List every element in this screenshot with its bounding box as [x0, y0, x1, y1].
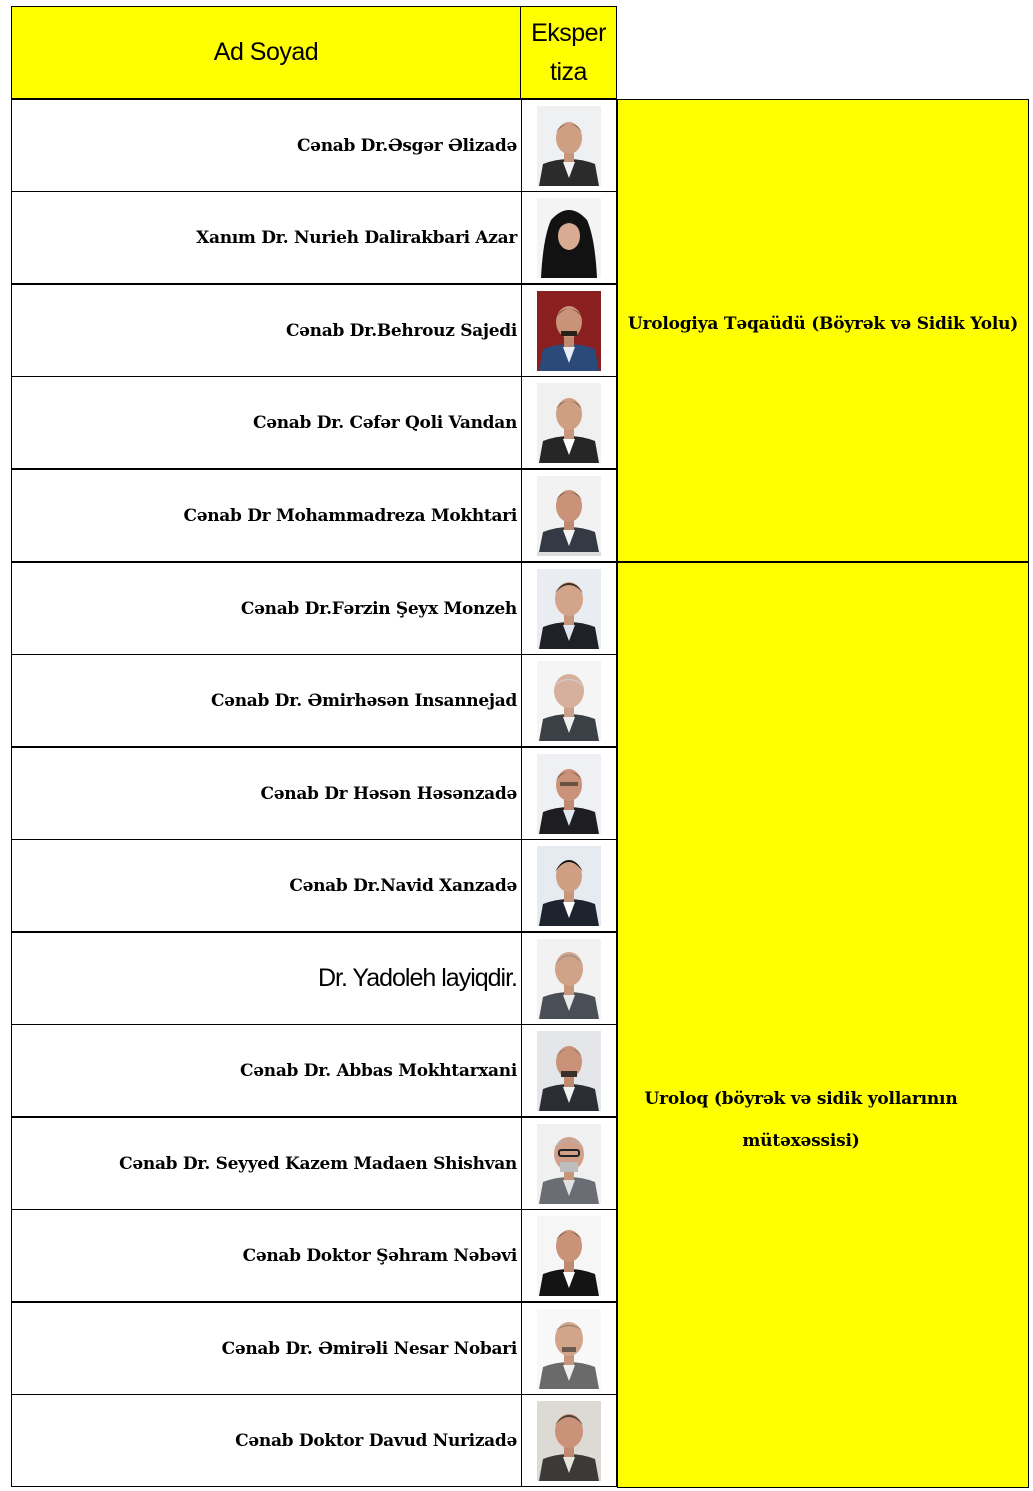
doctor-name: Cənab Doktor Davud Nurizadə [235, 1430, 517, 1451]
header-name-column [11, 6, 521, 99]
doctor-portrait [537, 106, 601, 186]
doctor-name: Xanım Dr. Nurieh Dalirakbari Azar [196, 227, 517, 248]
doctor-portrait [537, 661, 601, 741]
photo-cell [521, 192, 616, 283]
table-row [11, 654, 617, 747]
doctor-portrait [537, 383, 601, 463]
expertise-label: Uroloq (böyrək və sidik yollarının mütəxəssisi) [644, 1089, 958, 1151]
photo-cell [521, 840, 616, 931]
table-row [11, 932, 617, 1025]
doctor-name: Cənab Dr.Navid Xanzadə [289, 875, 517, 896]
doctor-portrait [537, 1309, 601, 1389]
doctor-name: Cənab Doktor Şəhram Nəbəvi [242, 1245, 517, 1266]
doctor-name: Cənab Dr. Seyyed Kazem Madaen Shishvan [119, 1153, 517, 1174]
table-row [11, 99, 617, 192]
table-row [11, 747, 617, 840]
doctor-name: Cənab Dr. Cəfər Qoli Vandan [253, 412, 517, 433]
doctor-portrait [537, 569, 601, 649]
table-row [11, 1117, 617, 1210]
photo-cell [521, 470, 616, 561]
doctor-name: Cənab Dr Mohammadreza Mokhtari [183, 505, 517, 526]
doctor-name: Cənab Dr. Əmirhəsən Insannejad [210, 690, 517, 711]
doctor-portrait [537, 1216, 601, 1296]
photo-cell [521, 377, 616, 468]
doctor-portrait [537, 1031, 601, 1111]
doctor-name: Cənab Dr.Əsgər Əlizadə [296, 135, 517, 156]
header-expertise-label: Eksper tiza [531, 18, 606, 86]
photo-cell [521, 563, 616, 654]
table-row [11, 191, 617, 284]
photo-cell [521, 1118, 616, 1209]
table-row [11, 284, 617, 377]
doctor-name: Cənab Dr.Fərzin Şeyx Monzeh [240, 598, 517, 619]
header-name-label: Ad Soyad [213, 38, 319, 66]
doctor-name: Cənab Dr. Əmirəli Nesar Nobari [221, 1338, 517, 1359]
table-row [11, 839, 617, 932]
doctor-portrait [537, 1124, 601, 1204]
table-row [11, 562, 617, 655]
photo-cell [521, 1395, 616, 1486]
table-row [11, 1209, 617, 1302]
photo-cell [521, 100, 616, 191]
photo-cell [521, 1303, 616, 1394]
photo-cell [521, 933, 616, 1024]
table-row [11, 1394, 617, 1487]
doctor-portrait [537, 846, 601, 926]
expertise-label: Urologiya Təqaüdü (Böyrək və Sidik Yolu) [627, 314, 1019, 334]
doctor-name: Dr. Yadoleh layiqdir. [317, 964, 517, 992]
expertise-group-fellowship [617, 99, 1029, 562]
table-row [11, 1302, 617, 1395]
photo-cell [521, 1025, 616, 1116]
photo-cell [521, 655, 616, 746]
photo-cell [521, 1210, 616, 1301]
table-row [11, 376, 617, 469]
expertise-group-urologist [617, 562, 1029, 1488]
photo-cell [521, 285, 616, 376]
doctor-portrait [537, 198, 601, 278]
doctor-portrait [537, 754, 601, 834]
header-expertise-column [520, 6, 617, 99]
table-row [11, 469, 617, 562]
doctor-portrait [537, 939, 601, 1019]
table-row [11, 1024, 617, 1117]
doctor-portrait [537, 1401, 601, 1481]
doctor-portrait [537, 476, 601, 556]
doctor-name: Cənab Dr Həsən Həsənzadə [260, 783, 517, 804]
doctor-name: Cənab Dr. Abbas Mokhtarxani [240, 1060, 517, 1081]
doctor-name: Cənab Dr.Behrouz Sajedi [285, 320, 517, 341]
photo-cell [521, 748, 616, 839]
doctor-portrait [537, 291, 601, 371]
